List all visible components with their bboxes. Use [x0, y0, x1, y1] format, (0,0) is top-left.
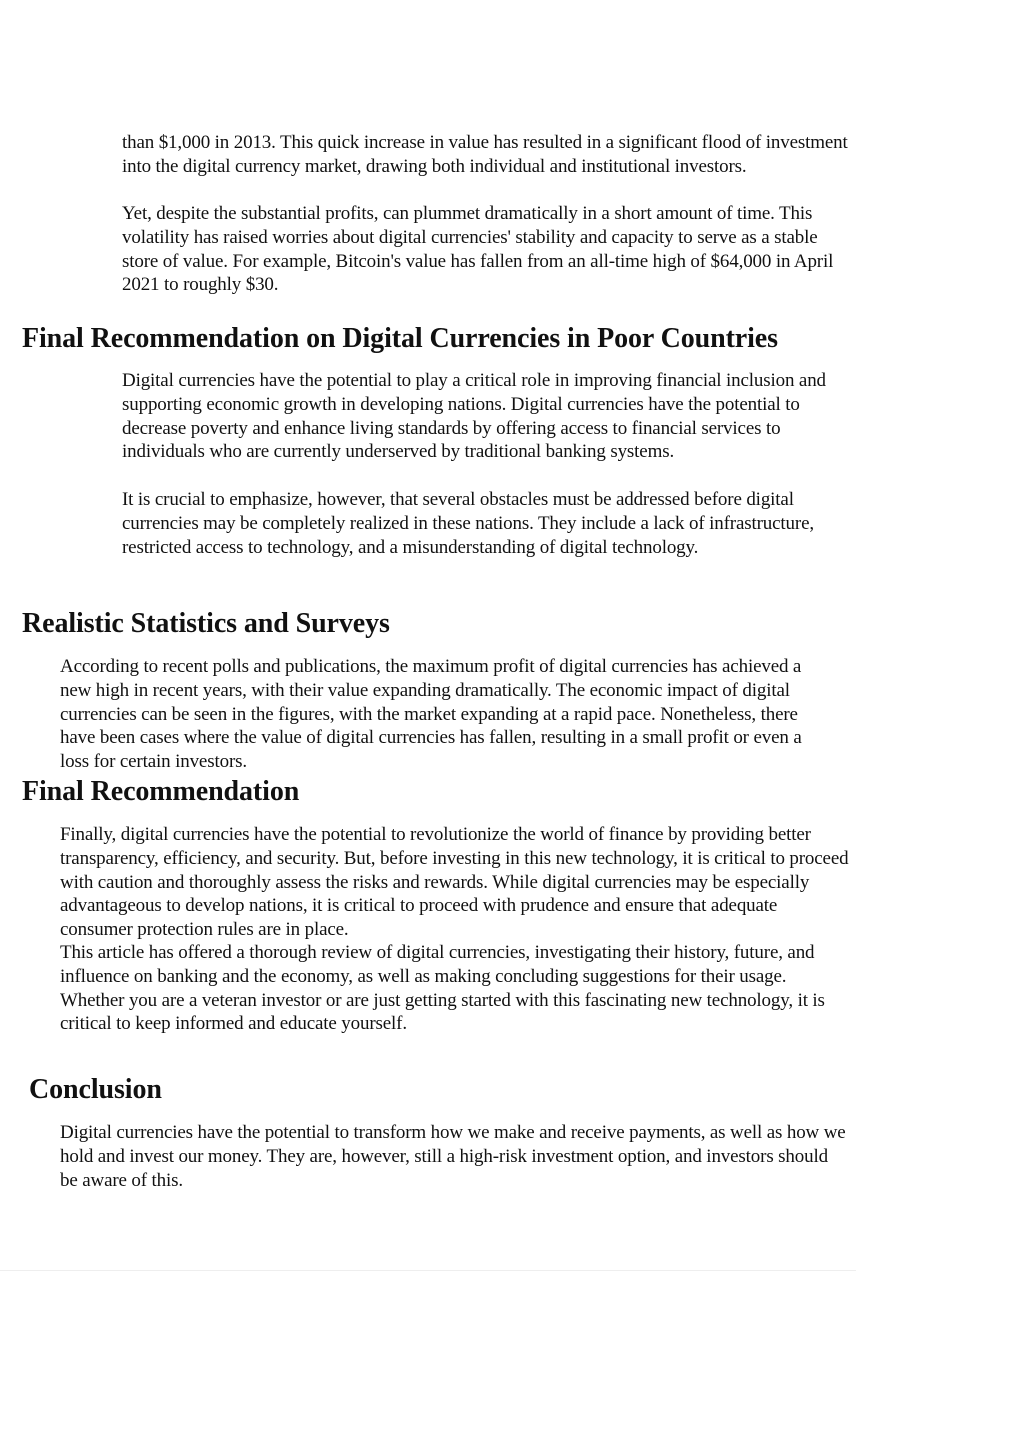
- poor-countries-heading: Final Recommendation on Digital Currencies in Poor Countries: [22, 323, 778, 354]
- page-divider: [0, 1270, 856, 1271]
- conclusion-heading: Conclusion: [29, 1074, 162, 1105]
- intro-paragraph-2: Yet, despite the substantial profits, can plummet dramatically in a short amount of time. This volatility has raised worries about digital currencies' stability and capacity to serve as a stable store of value. For example, Bitcoin's value has fallen from an all-time high of $64,000 in April 2021 to roughly $30.: [122, 203, 834, 296]
- statistics-heading: Realistic Statistics and Surveys: [22, 608, 390, 639]
- poor-countries-paragraph-1: Digital currencies have the potential to play a critical role in improving financial inclusion and supporting economic growth in developing nations. Digital currencies have the potential to decrease poverty and enhance living standards by offering access to financial services to individuals who are currently underserved by traditional banking systems.: [122, 370, 826, 463]
- statistics-paragraph: According to recent polls and publications, the maximum profit of digital currencies has achieved a new high in recent years, with their value expanding dramatically. The economic impact of digital currencies can be seen in the figures, with the market expanding at a rapid pace. Nonetheless, there have been cases where the value of digital currencies has fallen, resulting in a small profit or even a loss for certain investors.: [60, 656, 802, 773]
- conclusion-paragraph: Digital currencies have the potential to transform how we make and receive payments, as well as how we hold and invest our money. They are, however, still a high-risk investment option, and investors should be aware of this.: [60, 1122, 846, 1191]
- final-recommendation-heading: Final Recommendation: [22, 776, 300, 807]
- final-recommendation-paragraph-1: Finally, digital currencies have the potential to revolutionize the world of finance by providing better transparency, efficiency, and security. But, before investing in this new technology, it is critical to proceed with caution and thoroughly assess the risks and rewards. While digital currencies may be especially advantageous to develop nations, it is critical to proceed with prudence and ensure that adequate consumer protection rules are in place.: [60, 824, 849, 941]
- final-recommendation-paragraph-2: This article has offered a thorough review of digital currencies, investigating their history, future, and influence on banking and the economy, as well as making concluding suggestions for their usage. Whether you are a veteran investor or are just getting started with this fascinating new technology, it is critical to keep informed and educate yourself.: [60, 942, 825, 1035]
- poor-countries-paragraph-2: It is crucial to emphasize, however, that several obstacles must be addressed before digital currencies may be completely realized in these nations. They include a lack of infrastructure, restricted access to technology, and a misunderstanding of digital technology.: [122, 489, 814, 558]
- intro-paragraph-1: than $1,000 in 2013. This quick increase in value has resulted in a significant flood of investment into the digital currency market, drawing both individual and institutional investors.: [122, 132, 848, 177]
